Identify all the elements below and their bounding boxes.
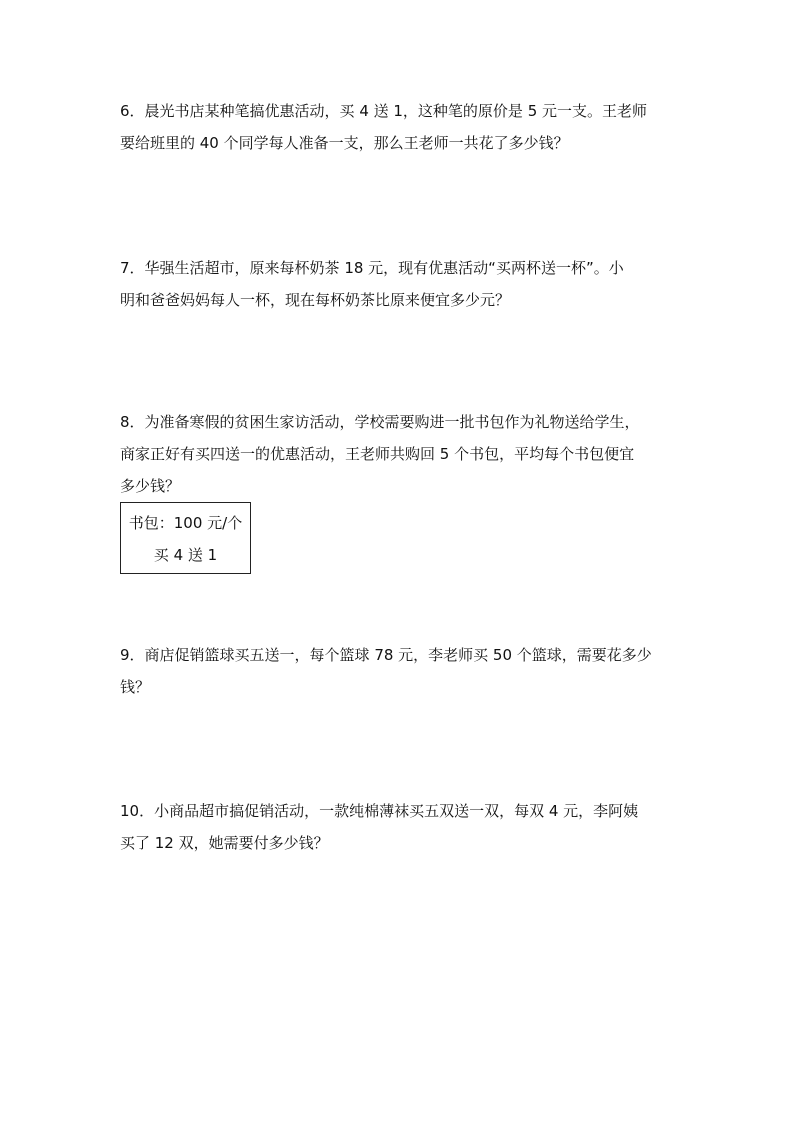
question-6-line-1: 6．晨光书店某种笔搞优惠活动，买 4 送 1，这种笔的原价是 5 元一支。王老师: [120, 102, 648, 120]
price-box-offer: 买 4 送 1: [153, 546, 218, 564]
question-8-line-1: 8．为准备寒假的贫困生家访活动，学校需要购进一批书包作为礼物送给学生，: [120, 413, 640, 431]
question-10-line-2: 买了 12 双，她需要付多少钱？: [120, 834, 329, 852]
question-9-line-1: 9．商店促销篮球买五送一，每个篮球 78 元，李老师买 50 个篮球，需要花多少: [120, 646, 652, 664]
question-10-line-1: 10．小商品超市搞促销活动，一款纯棉薄袜买五双送一双，每双 4 元，李阿姨: [120, 802, 639, 820]
price-box: [120, 502, 251, 574]
question-10: [120, 795, 680, 859]
question-7: [120, 252, 680, 316]
question-6-line-2: 要给班里的 40 个同学每人准备一支，那么王老师一共花了多少钱？: [120, 134, 569, 152]
question-8-line-2: 商家正好有买四送一的优惠活动，王老师共购回 5 个书包，平均每个书包便宜: [120, 445, 635, 463]
question-9: [120, 639, 680, 703]
question-9-line-2: 钱？: [120, 678, 151, 696]
question-8: [120, 406, 680, 502]
question-8-line-3: 多少钱？: [120, 477, 181, 495]
question-6: [120, 95, 680, 159]
price-box-price: 书包：100 元/个: [128, 514, 243, 532]
question-7-line-2: 明和爸爸妈妈每人一杯，现在每杯奶茶比原来便宜多少元？: [120, 291, 511, 309]
question-7-line-1: 7．华强生活超市，原来每杯奶茶 18 元，现有优惠活动“买两杯送一杯”。小: [120, 259, 624, 277]
